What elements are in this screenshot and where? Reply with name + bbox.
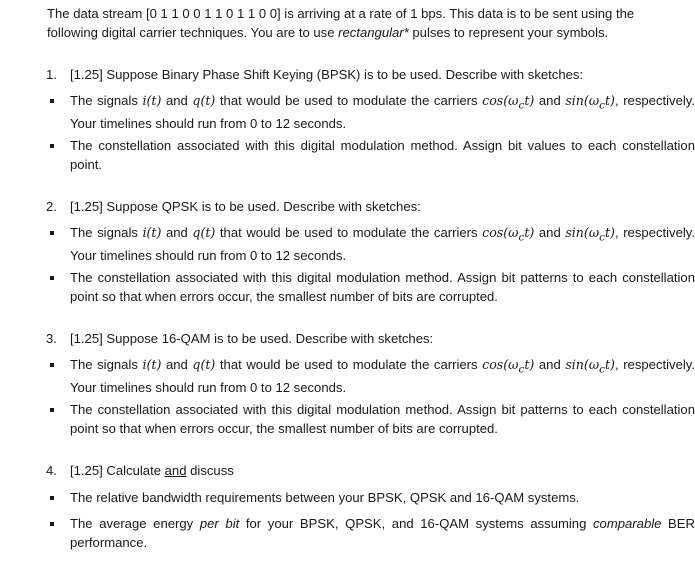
question-text: [1.25] Suppose Binary Phase Shift Keying (BPSK) is to be used. Describe with sketches: — [70, 67, 584, 82]
q3-bullet-signals: The signals i(t) and q(t) that would be used to modulate the carriers $\cos(\omega_ct)$ and $\sin(\omega_ct)$, respectively. Your timelines should run from 0 to 12 seconds. — [46, 356, 695, 398]
question-text: [1.25] Suppose QPSK is to be used. Describe with sketches: — [70, 199, 421, 214]
bullet-icon — [50, 496, 54, 500]
question-text-underlined: and — [164, 463, 187, 478]
question-number: 1. — [46, 67, 57, 82]
q2-bullet-constellation: The constellation associated with this digital modulation method. Assign bit patterns to each constellation point so that when errors occur, the smallest number of bits are corrupted. — [46, 269, 695, 306]
q4-bullet-bandwidth: The relative bandwidth requirements between your BPSK, QPSK and 16-QAM systems. — [46, 489, 695, 508]
intro-emphasis: rectangular* — [338, 24, 409, 40]
bullet-icon — [50, 522, 54, 526]
bullet-icon — [50, 144, 54, 148]
bullet-icon — [50, 276, 54, 280]
q4-bullet-energy: The average energy per bit for your BPSK, QPSK, and 16-QAM systems assuming comparable BER performance. — [46, 515, 695, 552]
question-3 — [46, 330, 433, 349]
question-text: [1.25] Suppose 16-QAM is to be used. Describe with sketches: — [70, 331, 434, 346]
q1-bullet-signals: The signals i(t) and q(t) that would be used to modulate the carriers $\cos(\omega_ct)$ and $\sin(\omega_ct)$, respectively. Your timelines should run from 0 to 12 seconds. — [46, 92, 695, 134]
bullet-icon — [50, 99, 54, 103]
bullet-icon — [50, 231, 54, 235]
question-text: [1.25] Calculate — [70, 463, 165, 478]
intro-text-end: pulses to represent your symbols. — [408, 24, 609, 40]
question-2 — [46, 198, 421, 217]
question-number: 2. — [46, 199, 57, 214]
question-number: 4. — [46, 463, 57, 478]
question-number: 3. — [46, 331, 57, 346]
question-1 — [46, 66, 583, 85]
intro-paragraph — [47, 5, 652, 42]
q1-bullet-constellation: The constellation associated with this digital modulation method. Assign bit values to each constellation point. — [46, 137, 695, 174]
intro-text: The data stream [0 1 1 0 0 1 1 0 1 1 0 0] is arriving at a rate of 1 bps. This data is to be sent using the following digital carrier techniques. You are to use — [47, 6, 635, 40]
question-4: 4. [1.25] Calculate and discuss — [46, 462, 234, 481]
q3-bullet-constellation: The constellation associated with this digital modulation method. Assign bit patterns to each constellation point so that when errors occur, the smallest number of bits are corrupted. — [46, 401, 695, 438]
q2-bullet-signals: The signals i(t) and q(t) that would be used to modulate the carriers $\cos(\omega_ct)$ and $\sin(\omega_ct)$, respectively. Your timelines should run from 0 to 12 seconds. — [46, 224, 695, 266]
bullet-icon — [50, 408, 54, 412]
bullet-icon — [50, 363, 54, 367]
